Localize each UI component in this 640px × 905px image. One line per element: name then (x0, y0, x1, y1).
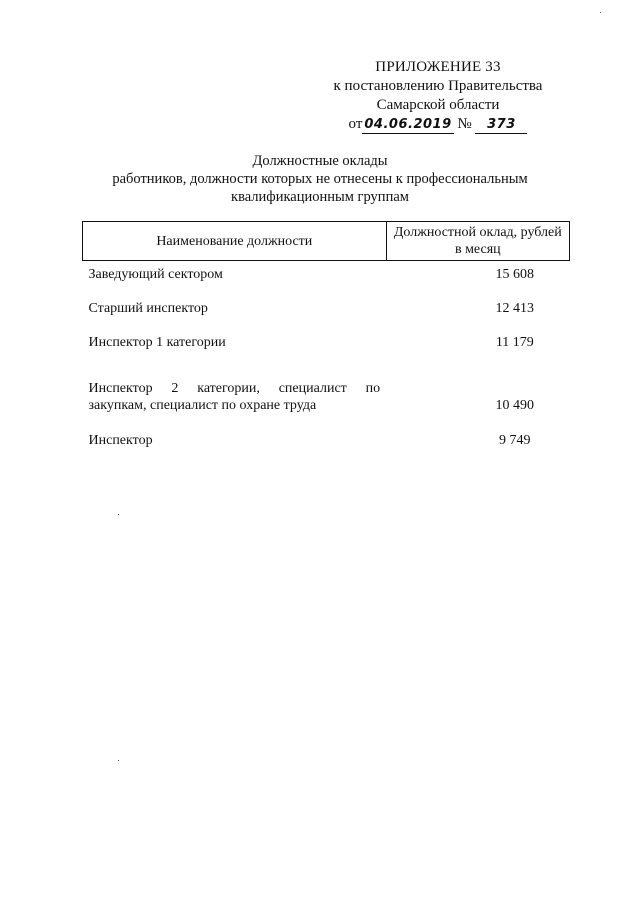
document-reference (318, 115, 558, 134)
salary-table (82, 221, 570, 449)
heading-line-3: квалификационным группам (231, 189, 409, 205)
document-number: 373 (475, 117, 527, 134)
position-salary: 9 749 (499, 433, 531, 448)
document-heading (80, 152, 560, 206)
scan-speck (118, 760, 119, 761)
heading-line-1: Должностные оклады (252, 153, 388, 169)
table-row (83, 283, 570, 317)
position-name: Инспектор 1 категории (88, 335, 226, 350)
appendix-region-line: Самарской области (376, 97, 500, 113)
position-name: Старший инспектор (88, 301, 208, 316)
table-row (83, 317, 570, 351)
position-salary: 10 490 (495, 398, 535, 413)
table-row (83, 351, 570, 414)
table-header-row (83, 222, 570, 261)
heading-line-2: работников, должности которых не отнесены к профессиональным (112, 171, 528, 187)
table-row (83, 261, 570, 284)
scan-speck (118, 514, 119, 515)
position-salary: 15 608 (495, 267, 535, 282)
scan-speck (600, 12, 601, 13)
appendix-title: ПРИЛОЖЕНИЕ 33 (375, 59, 501, 75)
header-salary: Должностной оклад, рублей в месяц (386, 222, 569, 261)
header-position-name: Наименование должности (83, 222, 387, 261)
position-name: Заведующий сектором (88, 267, 223, 282)
position-name: Инспектор 2 категории, специалист по закупкам, специалист по охране труда (88, 381, 381, 413)
number-prefix: № (457, 116, 472, 132)
document-date: 04.06.2019 (364, 117, 452, 132)
table-row (83, 414, 570, 449)
appendix-resolution-line: к постановлению Правительства (333, 78, 543, 94)
position-name: Инспектор (88, 433, 153, 448)
position-salary: 12 413 (495, 301, 535, 316)
appendix-block (318, 58, 558, 134)
date-prefix: от (348, 116, 363, 132)
position-salary: 11 179 (495, 335, 534, 350)
